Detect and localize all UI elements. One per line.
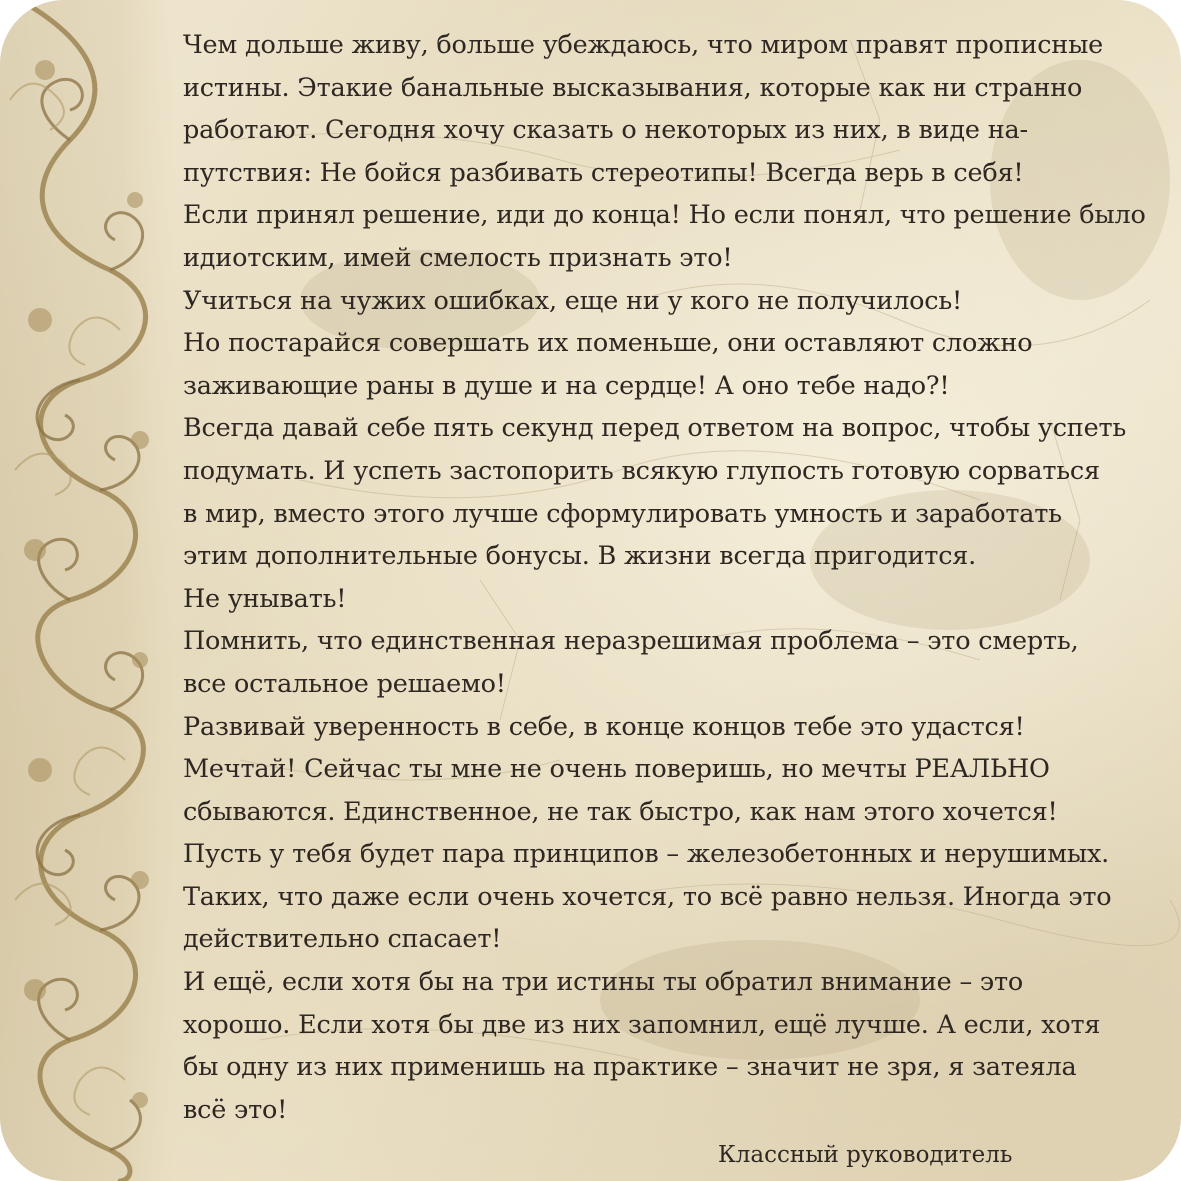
letter-line: Не унывать!	[183, 583, 347, 614]
letter-line: этим дополнительные бонусы. В жизни всегда пригодится.	[183, 541, 977, 572]
letter-line: заживающие раны в душе и на сердце! А оно тебе надо?!	[183, 370, 950, 401]
letter-line: Помнить, что единственная неразрешимая проблема – это смерть,	[183, 626, 1079, 657]
letter-line: подумать. И успеть застопорить всякую глупость готовую сорваться	[183, 455, 1100, 486]
letter-line: Таких, что даже если очень хочется, то всё равно нельзя. Иногда это	[183, 881, 1112, 912]
letter-line: истины. Этакие банальные высказывания, которые как ни странно	[183, 72, 1083, 103]
letter-line: в мир, вместо этого лучше сформулировать умность и заработать	[183, 498, 1062, 529]
letter-line: Учиться на чужих ошибках, еще ни у кого не получилось!	[183, 285, 963, 316]
letter-line: Если принял решение, иди до конца! Но если понял, что решение было	[183, 200, 1146, 231]
letter-line: Чем дольше живу, больше убеждаюсь, что миром правят прописные	[183, 30, 1104, 60]
letter-line: сбываются. Единственное, не так быстро, как нам этого хочется!	[183, 796, 1058, 827]
letter-line: всё это!	[183, 1094, 288, 1125]
letter-line: работают. Сегодня хочу сказать о некоторых из них, в виде на-	[183, 115, 1028, 146]
letter-line: бы одну из них применишь на практике – значит не зря, я затеяла	[183, 1052, 1077, 1083]
letter-line: Мечтай! Сейчас ты мне не очень поверишь, но мечты РЕАЛЬНО	[183, 754, 1050, 785]
letter-line: И ещё, если хотя бы на три истины ты обратил внимание – это	[183, 967, 1024, 998]
signature: Классный руководитель	[718, 1142, 1013, 1168]
letter-line: все остальное решаемо!	[183, 668, 506, 699]
letter-line: хорошо. Если хотя бы две из них запомнил, ещё лучше. А если, хотя	[183, 1009, 1101, 1040]
letter-line: Но постарайся совершать их поменьше, они оставляют сложно	[183, 328, 1033, 359]
letter-body	[183, 24, 1146, 1131]
letter-line: путствия: Не бойся разбивать стереотипы! Всегда верь в себя!	[183, 157, 1024, 188]
letter-line: Развивай уверенность в себе, в конце концов тебе это удастся!	[183, 711, 1025, 742]
floral-border-icon	[0, 0, 180, 1181]
letter-line: Пусть у тебя будет пара принципов – железобетонных и нерушимых.	[183, 839, 1110, 870]
letter-line: Всегда давай себе пять секунд перед ответом на вопрос, чтобы успеть	[183, 413, 1127, 444]
letter-line: идиотским, имей смелость признать это!	[183, 242, 733, 273]
letter-line: действительно спасает!	[183, 924, 502, 955]
